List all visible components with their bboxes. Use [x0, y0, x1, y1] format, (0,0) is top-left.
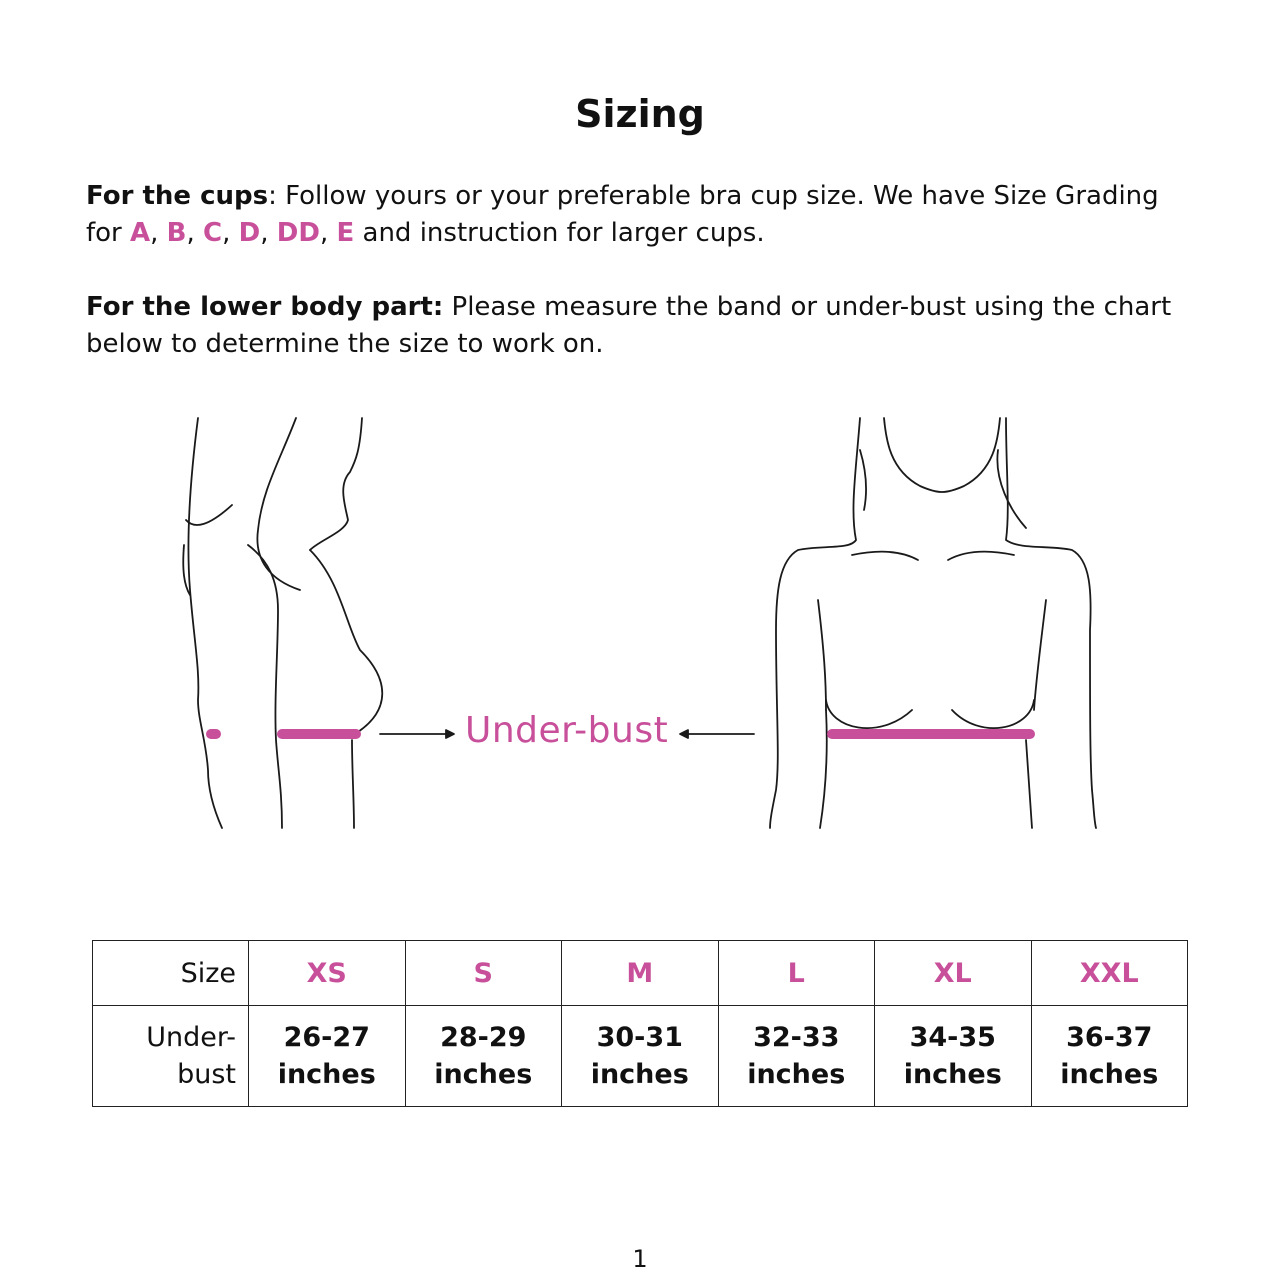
- size-s: S: [405, 941, 562, 1006]
- cup-size-c: C: [203, 218, 223, 248]
- size-row: [93, 941, 1188, 1006]
- front-view-figure: [770, 418, 1096, 828]
- underbust-header-line1: Under-: [146, 1022, 236, 1053]
- unit-m: inches: [590, 1059, 689, 1090]
- size-header: Size: [93, 941, 249, 1006]
- cup-size-e: E: [336, 218, 355, 248]
- cup-size-d: D: [238, 218, 261, 248]
- underbust-xxl: [1031, 1006, 1188, 1107]
- underbust-xs: [249, 1006, 406, 1107]
- underbust-row: [93, 1006, 1188, 1107]
- size-xl: XL: [875, 941, 1032, 1006]
- cups-text-b: and instruction for larger cups.: [354, 218, 765, 248]
- size-table: [92, 940, 1188, 1107]
- cups-paragraph: For the cups: Follow yours or your preferable bra cup size. We have Size Grading for A, B, C, D, DD, E and instruction for larger cups.: [86, 181, 1159, 248]
- underbust-header-line2: bust: [177, 1059, 236, 1090]
- arrow-right-icon: [380, 730, 454, 738]
- underbust-xl: [875, 1006, 1032, 1107]
- unit-xs: inches: [277, 1059, 376, 1090]
- range-s: 28-29: [440, 1022, 527, 1053]
- lower-body-label: For the lower body part:: [86, 292, 444, 322]
- range-xxl: 36-37: [1066, 1022, 1153, 1053]
- unit-xxl: inches: [1060, 1059, 1159, 1090]
- range-xs: 26-27: [283, 1022, 370, 1053]
- page-number: 1: [632, 1245, 648, 1273]
- underbust-header: [93, 1006, 249, 1107]
- page-title: Sizing: [575, 92, 705, 136]
- underbust-m: [562, 1006, 719, 1107]
- unit-s: inches: [434, 1059, 533, 1090]
- cups-text-a: : Follow yours or your preferable bra cup size. We have Size Grading for: [86, 181, 1159, 248]
- lower-body-text: Please measure the band or under-bust using the chart below to determine the size to work on.: [86, 292, 1172, 359]
- range-l: 32-33: [753, 1022, 840, 1053]
- underbust-s: [405, 1006, 562, 1107]
- cups-label: For the cups: [86, 181, 269, 211]
- size-xs: XS: [249, 941, 406, 1006]
- underbust-l: [718, 1006, 875, 1107]
- lower-body-paragraph: [86, 289, 1196, 363]
- underbust-label: Under-bust: [465, 710, 669, 751]
- cup-size-dd: DD: [276, 218, 320, 248]
- size-l: L: [718, 941, 875, 1006]
- size-xxl: XXL: [1031, 941, 1188, 1006]
- size-m: M: [562, 941, 719, 1006]
- cup-size-a: A: [130, 218, 151, 248]
- side-view-figure: [183, 418, 382, 828]
- range-xl: 34-35: [909, 1022, 996, 1053]
- range-m: 30-31: [596, 1022, 683, 1053]
- unit-xl: inches: [903, 1059, 1002, 1090]
- measurement-figure: [0, 410, 1280, 840]
- body-illustration: [0, 410, 1280, 840]
- unit-l: inches: [747, 1059, 846, 1090]
- cup-size-b: B: [166, 218, 187, 248]
- arrow-left-icon: [680, 730, 754, 738]
